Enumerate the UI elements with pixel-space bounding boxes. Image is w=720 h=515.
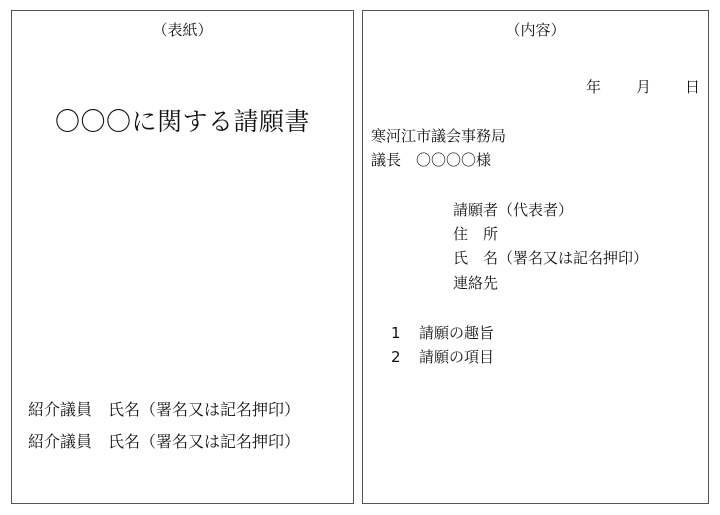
item-number: 1 [391,324,401,342]
content-heading: （内容） [505,21,566,39]
petitioner-name: 氏 名（署名又は記名押印） [453,249,649,267]
item-number: 2 [391,348,401,366]
item-label: 請願の項目 [419,348,495,366]
petitioner-contact: 連絡先 [453,274,499,292]
petition-title: 〇〇〇に関する請願書 [54,107,310,136]
date-day: 日 [685,78,701,96]
cover-heading: （表紙） [152,21,213,39]
date-line [363,80,710,98]
cover-page [11,10,354,504]
recipient-chair: 議長 〇〇〇〇様 [371,151,492,169]
content-page [362,10,709,504]
item-label: 請願の趣旨 [419,324,495,342]
item-2 [391,350,494,365]
introducer-line-1: 紹介議員 氏名（署名又は記名押印） [28,400,301,419]
petitioner-address: 住 所 [453,225,499,243]
recipient-office: 寒河江市議会事務局 [371,127,507,145]
petitioner-label: 請願者（代表者） [453,201,574,219]
introducer-line-2: 紹介議員 氏名（署名又は記名押印） [28,432,301,451]
item-1 [391,326,494,341]
date-month: 月 [636,78,652,96]
date-year: 年 [586,78,602,96]
